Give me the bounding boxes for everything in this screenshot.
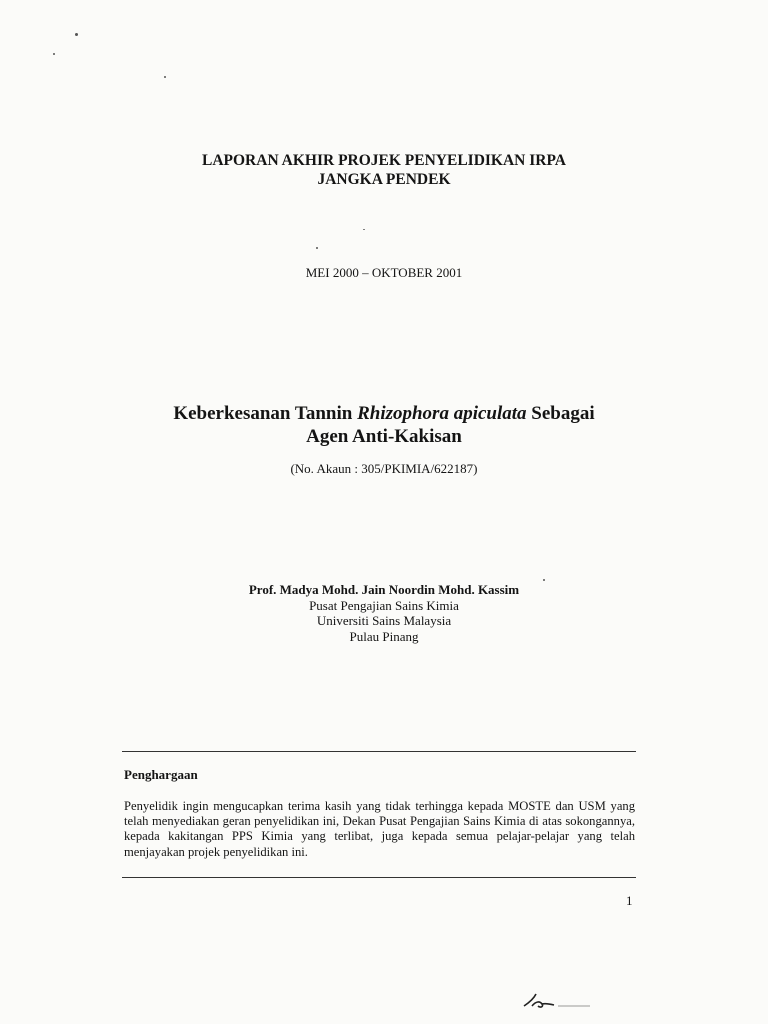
scan-speck <box>75 33 78 36</box>
scan-speck <box>53 53 55 55</box>
author-location: Pulau Pinang <box>349 628 419 644</box>
scan-speck <box>316 247 318 249</box>
project-title-line2: Agen Anti-Kakisan <box>306 426 462 447</box>
report-period: MEI 2000 – OKTOBER 2001 <box>305 265 463 280</box>
author-block <box>0 582 768 644</box>
acknowledgement-body: Penyelidik ingin mengucapkan terima kasih yang tidak terhingga kepada MOSTE dan USM yang telah menyediakan geran penyelidikan ini, Dekan Pusat Pengajian Sains Kimia di atas sokongannya, kepada kakitangan PPS Kimia yang terlibat, juga kepada semua pelajar-pelajar yang telah menjayakan projek penyelidikan ini. <box>124 799 635 859</box>
page-number: 1 <box>626 893 633 908</box>
top-divider <box>122 751 636 752</box>
project-title-line1 <box>0 402 768 425</box>
account-number: (No. Akaun : 305/PKIMIA/622187) <box>290 461 478 476</box>
author-school: Pusat Pengajian Sains Kimia <box>309 597 459 613</box>
scan-speck <box>543 579 545 581</box>
scan-speck <box>164 76 166 78</box>
author-university: Universiti Sains Malaysia <box>316 613 452 628</box>
scan-speck <box>363 229 365 230</box>
project-title <box>0 402 768 448</box>
project-title-species: Rhizophora apiculata <box>357 403 527 424</box>
author-name: Prof. Madya Mohd. Jain Noordin Mohd. Kassim <box>248 582 520 597</box>
project-title-part2: Sebagai <box>526 403 595 424</box>
project-title-part1: Keberkesanan Tannin <box>173 403 358 424</box>
acknowledgement-heading: Penghargaan <box>124 767 198 782</box>
report-title-line2: JANGKA PENDEK <box>317 171 451 188</box>
bottom-divider <box>122 877 636 878</box>
report-title-line1: LAPORAN AKHIR PROJEK PENYELIDIKAN IRPA <box>202 152 566 169</box>
report-title <box>0 151 768 189</box>
handwritten-initials-icon <box>522 992 592 1012</box>
